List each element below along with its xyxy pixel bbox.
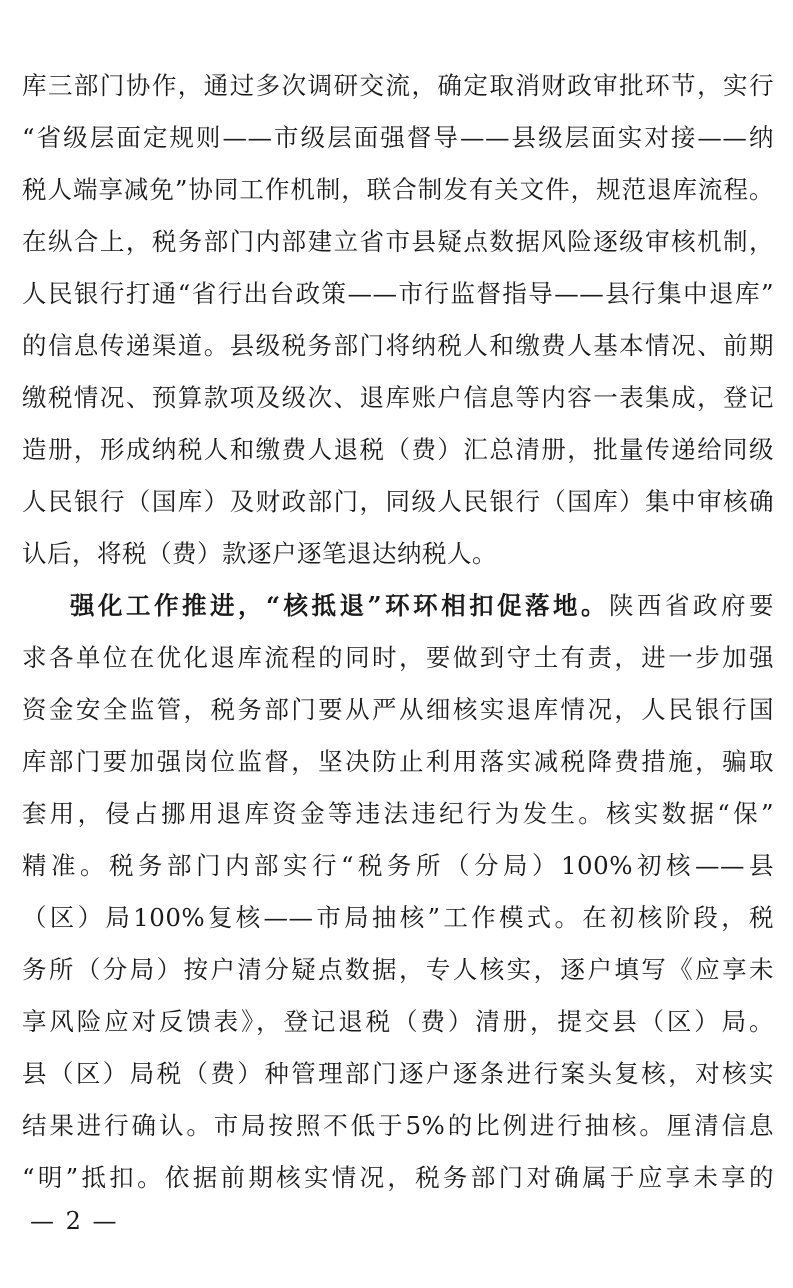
text-line: 认后，将税（费）款逐户逐笔退达纳税人。 [22, 539, 497, 568]
text-line: 人民银行（国库）及财政部门，同级人民银行（国库）集中审核确 [22, 487, 774, 516]
text-span: 陕西省政府要 [609, 591, 775, 620]
text-line: 人民银行打通“省行出台政策——市行监督指导——县行集中退库” [22, 279, 774, 308]
page-number: — 2 — [30, 1207, 119, 1235]
text-line: 精准。税务部门内部实行“税务所（分局）100%初核——县 [22, 851, 774, 880]
text-line: 在纵合上，税务部门内部建立省市县疑点数据风险逐级审核机制， [22, 227, 774, 256]
text-line: 套用，侵占挪用退库资金等违法违纪行为发生。核实数据“保” [22, 799, 774, 828]
text-line: “明”抵扣。依据前期核实情况，税务部门对确属于应享未享的 [22, 1163, 774, 1192]
text-line: 县（区）局税（费）种管理部门逐户逐条进行案头复核，对核实 [22, 1059, 774, 1088]
paragraph-heading: 强化工作推进，“核抵退”环环相扣促落地。 [70, 591, 610, 620]
text-line: 务所（分局）按户清分疑点数据，专人核实，逐户填写《应享未 [22, 955, 774, 984]
text-line: “省级层面定规则——市级层面强督导——县级层面实对接——纳 [22, 123, 774, 152]
text-line: 享风险应对反馈表》，登记退税（费）清册，提交县（区）局。 [22, 1007, 774, 1036]
text-line: 造册，形成纳税人和缴费人退税（费）汇总清册，批量传递给同级 [22, 435, 774, 464]
text-line: （区）局100%复核——市局抽核”工作模式。在初核阶段，税 [22, 903, 774, 932]
text-line: 库部门要加强岗位监督，坚决防止利用落实减税降费措施，骗取 [22, 747, 774, 776]
text-line: 结果进行确认。市局按照不低于5%的比例进行抽核。厘清信息 [22, 1111, 774, 1140]
text-line: 缴税情况、预算款项及级次、退库账户信息等内容一表集成，登记 [22, 383, 774, 412]
text-line: 资金安全监管，税务部门要从严从细核实退库情况，人民银行国 [22, 695, 774, 724]
paragraph-heading-line [70, 586, 774, 626]
text-line: 税人端享减免”协同工作机制，联合制发有关文件，规范退库流程。 [22, 175, 774, 204]
text-line: 库三部门协作，通过多次调研交流，确定取消财政审批环节，实行 [22, 71, 774, 100]
text-line: 的信息传递渠道。县级税务部门将纳税人和缴费人基本情况、前期 [22, 331, 774, 360]
text-line: 求各单位在优化退库流程的同时，要做到守土有责，进一步加强 [22, 643, 774, 672]
